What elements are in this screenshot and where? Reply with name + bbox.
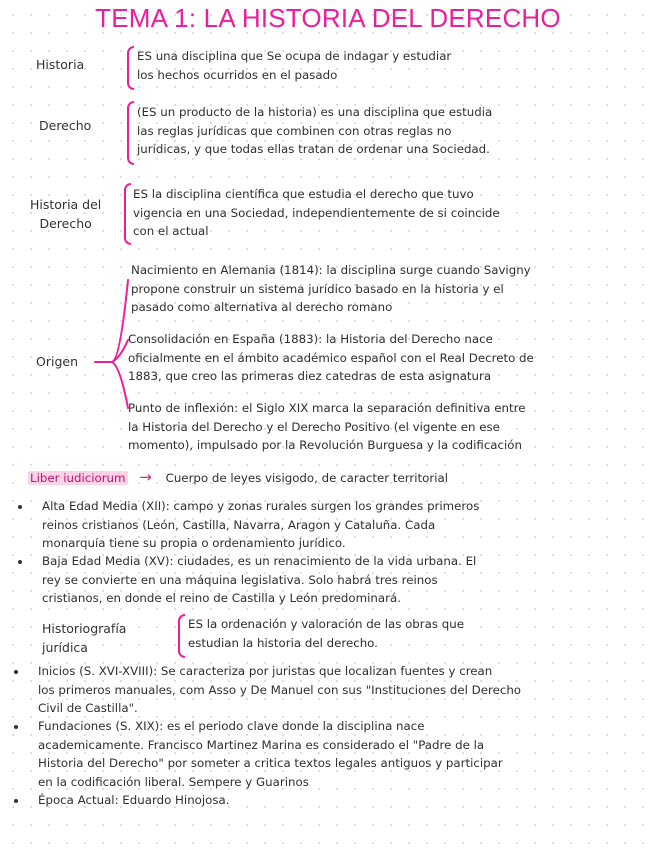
def-derecho: (ES un producto de la historia) es una disciplina que estudia las reglas jurídicas que combinen con otras reglas no jurídicas, y que todas ellas tratan de ordenar una Sociedad. [137, 105, 493, 157]
bullet-icon [18, 505, 22, 509]
origen-item-punto-inflexion: Punto de inflexión: el Siglo XIX marca la separación definitiva entre la Historia del Derecho y el Derecho Positivo (el vigente en ese momento), impulsado por la Revolución Burguesa y la codificación [128, 401, 526, 453]
list-item-baja-edad-media: Baja Edad Media (XV): ciudades, es un renacimiento de la vida urbana. El rey se convierte en una máquina legislativa. Solo habrá tres reinos cristianos, en donde el reino de Castilla y León predominará. [22, 552, 476, 608]
term-derecho: Derecho [39, 118, 92, 133]
term-historiografia: Historiografía jurídica [42, 621, 127, 655]
brace-historiografia [178, 614, 185, 658]
list-item-alta-edad-media: Alta Edad Media (XII): campo y zonas rurales surgen los grandes primeros reinos cristianos (León, Castilla, Navarra, Aragon y Cataluña. Cada monarquía tiene su propia o ordenamiento jurídico. [22, 497, 479, 553]
list-item-fundaciones: Fundaciones (S. XIX): es el periodo clave donde la disciplina nace academicamente. Francisco Martinez Marina es considerado el "Padre de la Historia del Derecho" por someter a critica textos legales antiguos y participar en la codificación liberal. Sempere y Guarinos [18, 717, 503, 791]
list-item-inicios: Inicios (S. XVI-XVIII): Se caracteriza por juristas que localizan fuentes y crean los primeros manuales, com Asso y De Manuel con sus "Instituciones del Derecho Civil de Castilla". [18, 662, 521, 718]
brace-historia-del-derecho [124, 183, 131, 245]
page-title: TEMA 1: LA HISTORIA DEL DERECHO [95, 3, 561, 33]
list-item-epoca-actual: Época Actual: Eduardo Hinojosa. [18, 791, 230, 810]
bullet-icon [14, 725, 18, 729]
liber-text: Cuerpo de leyes visigodo, de caracter territorial [165, 471, 449, 485]
origen-label: Origen [36, 354, 78, 369]
def-historiografia: ES la ordenación y valoración de las obras que estudian la historia del derecho. [188, 617, 464, 650]
bullet-icon [14, 670, 18, 674]
bullet-icon [18, 560, 22, 564]
origen-item-nacimiento: Nacimiento en Alemania (1814): la disciplina surge cuando Savigny propone construir un sistema jurídico basado en la historia y el pasado como alternativa al derecho romano [131, 263, 531, 315]
liber-label: Liber iudiciorum [30, 471, 126, 485]
def-historia-del-derecho: ES la disciplina científica que estudia el derecho que tuvo vigencia en una Sociedad, independientemente de si coincide con el actual [133, 187, 500, 239]
arrow-icon: → [139, 468, 152, 486]
brace-historia [127, 46, 134, 90]
def-historia: ES una disciplina que Se ocupa de indagar y estudiar los hechos ocurridos en el pasado [137, 49, 452, 82]
term-historia: Historia [36, 57, 85, 72]
liber-row [28, 468, 448, 488]
origen-item-consolidacion: Consolidación en España (1883): la Historia del Derecho nace oficialmente en el ámbito académico español con el Real Decreto de 1883, que creo las primeras diez catedras de esta asignatura [128, 332, 534, 384]
term-historia-del-derecho: Historia del Derecho [30, 197, 102, 231]
bullet-icon [14, 799, 18, 803]
brace-derecho [127, 101, 134, 165]
